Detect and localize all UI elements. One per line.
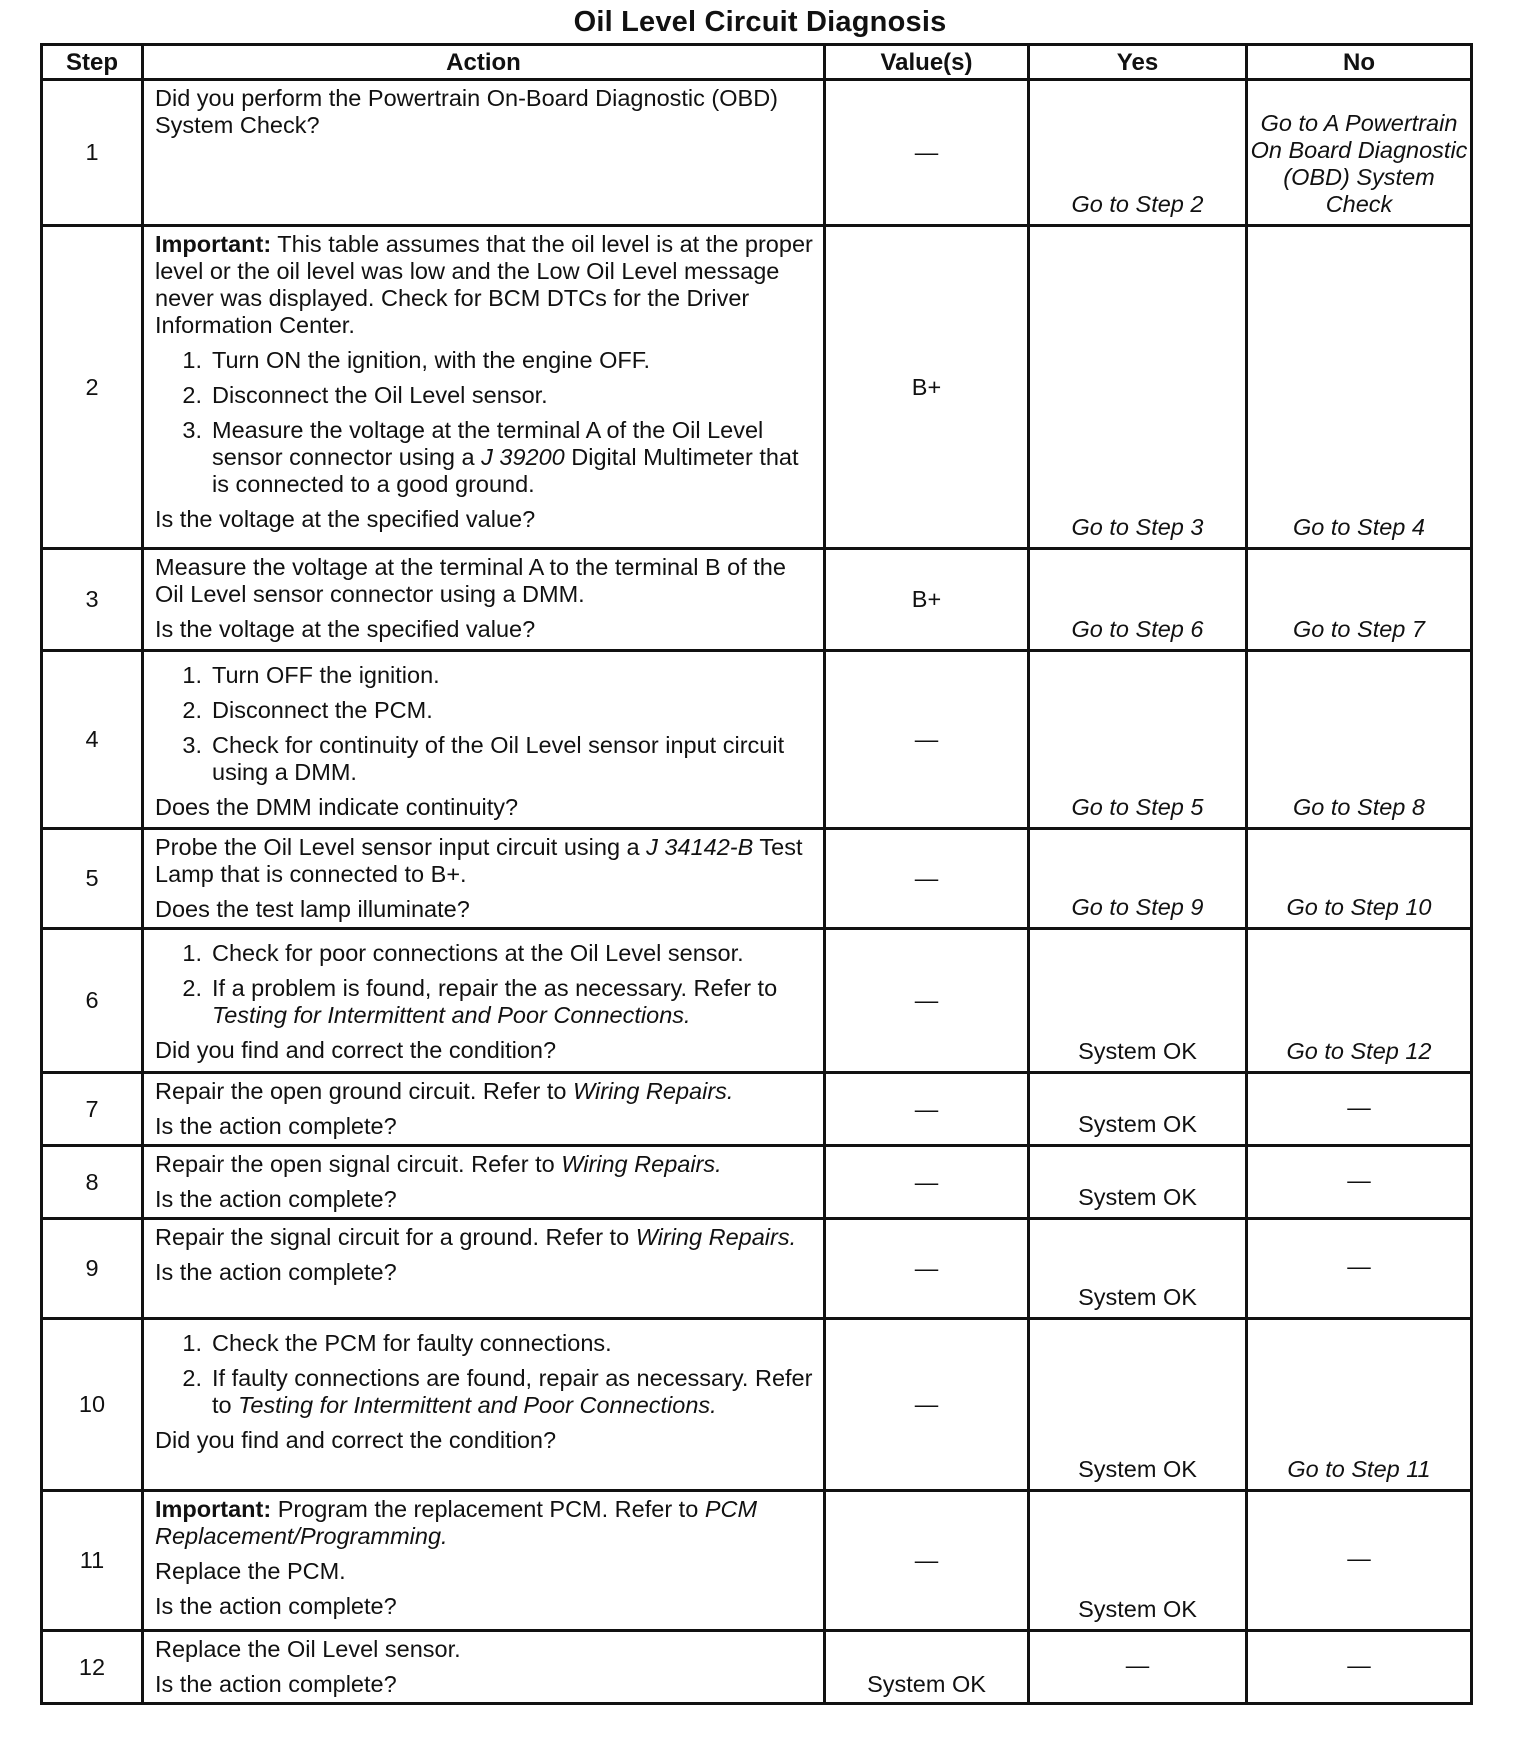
action-question: Is the action complete? xyxy=(155,1259,397,1285)
yes-cell: Go to Step 2 xyxy=(1029,80,1247,226)
header-yes: Yes xyxy=(1029,45,1247,80)
value-cell: — xyxy=(825,1491,1029,1631)
action-question: Did you find and correct the condition? xyxy=(155,1427,557,1453)
action-text-part: Repair the open signal circuit. Refer to xyxy=(155,1151,562,1177)
no-text: Go to A Powertrain On Board Diagnostic (OBD) System Check xyxy=(1250,110,1468,217)
value-cell: — xyxy=(825,1219,1029,1319)
action-cell xyxy=(143,1073,825,1146)
header-values: Value(s) xyxy=(825,45,1029,80)
doc-reference: Wiring Repairs. xyxy=(635,1224,797,1250)
step-number: 7 xyxy=(42,1073,143,1146)
tool-reference: J 34142-B xyxy=(646,834,754,860)
no-cell: Go to Step 10 xyxy=(1247,829,1472,929)
value-cell: System OK xyxy=(825,1631,1029,1704)
doc-reference: Wiring Repairs. xyxy=(561,1151,722,1177)
list-item-text: Check for poor connections at the Oil Level sensor. xyxy=(212,940,744,966)
action-question: Is the action complete? xyxy=(155,1186,397,1212)
list-item: 3. Check for continuity of the Oil Level sensor input circuit using a DMM. xyxy=(155,732,815,786)
table-row xyxy=(42,1073,1472,1146)
table-row xyxy=(42,929,1472,1073)
step-number: 3 xyxy=(42,549,143,651)
no-cell: Go to Step 7 xyxy=(1247,549,1472,651)
action-cell xyxy=(143,226,825,549)
important-text: This table assumes that the oil level is at the proper level or the oil level was low and the Low Oil Level message never was displayed. Check for BCM DTCs for the Driver Information Center. xyxy=(155,231,813,338)
yes-cell: System OK xyxy=(1029,929,1247,1073)
value-cell: — xyxy=(825,80,1029,226)
action-question: Did you find and correct the condition? xyxy=(155,1037,557,1063)
list-item-text: Disconnect the PCM. xyxy=(212,697,433,723)
document-title: Oil Level Circuit Diagnosis xyxy=(573,6,947,38)
yes-cell: Go to Step 3 xyxy=(1029,226,1247,549)
tool-reference: J 39200 xyxy=(481,444,565,470)
important-note xyxy=(155,231,815,339)
no-cell: Go to Step 11 xyxy=(1247,1319,1472,1491)
table-row xyxy=(42,1146,1472,1219)
list-item-text: Check the PCM for faulty connections. xyxy=(212,1330,612,1356)
important-label: Important: xyxy=(155,1496,272,1522)
step-number: 5 xyxy=(42,829,143,929)
doc-reference: Testing for Intermittent and Poor Connections. xyxy=(212,1002,691,1028)
action-text xyxy=(155,834,815,888)
no-cell: — xyxy=(1247,1219,1472,1319)
list-item: 2. Disconnect the Oil Level sensor. xyxy=(155,382,815,409)
action-question: Did you perform the Powertrain On-Board Diagnostic (OBD) System Check? xyxy=(155,85,778,138)
doc-reference: PCM Replacement/Programming. xyxy=(155,1496,758,1549)
list-item: 2. If a problem is found, repair the as necessary. Refer to Testing for Intermittent and Poor Connections. xyxy=(182,975,778,1028)
table-row xyxy=(42,1319,1472,1491)
step-number: 9 xyxy=(42,1219,143,1319)
value-cell: — xyxy=(825,829,1029,929)
yes-cell: System OK xyxy=(1029,1219,1247,1319)
yes-cell: System OK xyxy=(1029,1073,1247,1146)
action-cell xyxy=(143,549,825,651)
list-item-text: Disconnect the Oil Level sensor. xyxy=(212,382,548,408)
yes-cell: Go to Step 9 xyxy=(1029,829,1247,929)
value-cell: — xyxy=(825,1073,1029,1146)
yes-cell: Go to Step 6 xyxy=(1029,549,1247,651)
table-row xyxy=(42,1219,1472,1319)
value-cell: — xyxy=(825,929,1029,1073)
yes-cell: System OK xyxy=(1029,1146,1247,1219)
action-question: Is the action complete? xyxy=(155,1593,397,1619)
list-item-text: Check for continuity of the Oil Level sensor input circuit using a DMM. xyxy=(212,732,785,785)
action-question: Does the test lamp illuminate? xyxy=(155,896,470,922)
action-question: Is the action complete? xyxy=(155,1671,397,1697)
no-cell: Go to Step 8 xyxy=(1247,651,1472,829)
header-action: Action xyxy=(143,45,825,80)
no-cell: — xyxy=(1247,1073,1472,1146)
no-cell: Go to Step 12 xyxy=(1247,929,1472,1073)
important-label: Important: xyxy=(155,231,272,257)
action-text xyxy=(155,1151,815,1178)
action-text-part: Test Lamp that is connected to B+. xyxy=(155,834,803,887)
list-item: 1. Turn OFF the ignition. xyxy=(155,662,815,689)
action-cell xyxy=(143,651,825,829)
list-item: 1. Check for poor connections at the Oil Level sensor. xyxy=(155,940,815,967)
list-item: 1. Check the PCM for faulty connections. xyxy=(155,1330,815,1357)
no-cell: — xyxy=(1247,1631,1472,1704)
action-cell xyxy=(143,1219,825,1319)
table-row xyxy=(42,829,1472,929)
list-item-text: If faulty connections are found, repair as necessary. Refer to xyxy=(212,1365,813,1418)
table-row xyxy=(42,226,1472,549)
list-item-text: Digital Multimeter that is connected to a good ground. xyxy=(212,444,799,497)
action-question: Is the action complete? xyxy=(155,1113,397,1139)
yes-cell: System OK xyxy=(1029,1491,1247,1631)
step-number: 2 xyxy=(42,226,143,549)
step-number: 6 xyxy=(42,929,143,1073)
table-row xyxy=(42,1491,1472,1631)
value-cell: — xyxy=(825,1319,1029,1491)
list-item: 2. If faulty connections are found, repair as necessary. Refer to Testing for Intermittent and Poor Connections. xyxy=(182,1365,813,1418)
table-row xyxy=(42,651,1472,829)
action-text-part: Probe the Oil Level sensor input circuit using a xyxy=(155,834,647,860)
list-item-text: Turn ON the ignition, with the engine OFF. xyxy=(212,347,651,373)
no-cell: — xyxy=(1247,1491,1472,1631)
yes-cell: — xyxy=(1029,1631,1247,1704)
action-cell xyxy=(143,929,825,1073)
action-text: Measure the voltage at the terminal A to the terminal B of the Oil Level sensor connector using a DMM. xyxy=(155,554,786,607)
action-cell xyxy=(143,829,825,929)
table-row xyxy=(42,549,1472,651)
action-cell xyxy=(143,1146,825,1219)
yes-cell: System OK xyxy=(1029,1319,1247,1491)
no-cell: — xyxy=(1247,1146,1472,1219)
header-step: Step xyxy=(42,45,143,80)
list-item: 3. Measure the voltage at the terminal A of the Oil Level sensor connector using a J 39200 Digital Multimeter that is connected to a good ground. xyxy=(182,417,799,497)
list-item: 1. Turn ON the ignition, with the engine OFF. xyxy=(155,347,815,374)
action-text: Replace the PCM. xyxy=(155,1558,346,1584)
value-cell: B+ xyxy=(825,226,1029,549)
list-item-text: If a problem is found, repair the as necessary. Refer to xyxy=(212,975,778,1001)
step-number: 4 xyxy=(42,651,143,829)
step-number: 8 xyxy=(42,1146,143,1219)
action-question: Is the voltage at the specified value? xyxy=(155,506,536,532)
step-number: 12 xyxy=(42,1631,143,1704)
value-cell: — xyxy=(825,1146,1029,1219)
header-row xyxy=(42,45,1472,80)
step-number: 10 xyxy=(42,1319,143,1491)
action-cell xyxy=(143,1319,825,1491)
action-question: Does the DMM indicate continuity? xyxy=(155,794,519,820)
doc-reference: Testing for Intermittent and Poor Connections. xyxy=(238,1392,717,1418)
no-cell xyxy=(1247,80,1472,226)
table-row xyxy=(42,1631,1472,1704)
step-number: 1 xyxy=(42,80,143,226)
important-note xyxy=(155,1496,815,1550)
action-question: Is the voltage at the specified value? xyxy=(155,616,536,642)
no-cell: Go to Step 4 xyxy=(1247,226,1472,549)
diagnosis-table xyxy=(40,43,1473,1705)
important-text: Program the replacement PCM. Refer to xyxy=(271,1496,705,1522)
action-cell xyxy=(143,1631,825,1704)
value-cell: — xyxy=(825,651,1029,829)
action-text xyxy=(155,1078,815,1105)
action-text: Replace the Oil Level sensor. xyxy=(155,1636,461,1662)
doc-reference: Wiring Repairs. xyxy=(573,1078,734,1104)
action-text xyxy=(155,1224,815,1251)
action-text-part: Repair the signal circuit for a ground. Refer to xyxy=(155,1224,636,1250)
action-cell xyxy=(143,1491,825,1631)
value-cell: B+ xyxy=(825,549,1029,651)
action-cell xyxy=(143,80,825,226)
yes-cell: Go to Step 5 xyxy=(1029,651,1247,829)
step-number: 11 xyxy=(42,1491,143,1631)
action-text-part: Repair the open ground circuit. Refer to xyxy=(155,1078,574,1104)
list-item: 2. Disconnect the PCM. xyxy=(155,697,815,724)
list-item-text: Turn OFF the ignition. xyxy=(212,662,440,688)
header-no: No xyxy=(1247,45,1472,80)
table-row xyxy=(42,80,1472,226)
list-item-text: Measure the voltage at the terminal A of the Oil Level sensor connector using a xyxy=(212,417,764,470)
